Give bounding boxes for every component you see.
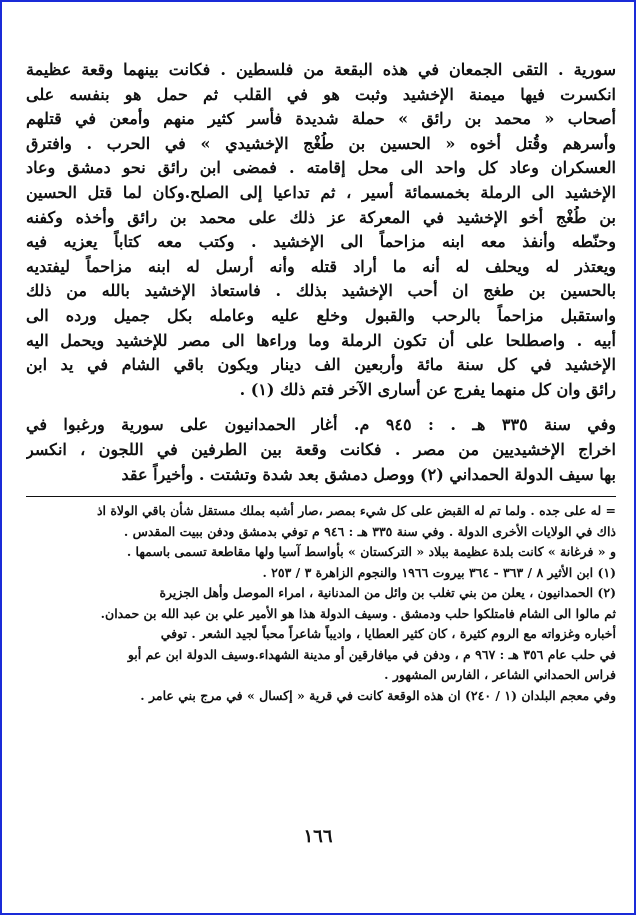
body-text-line: وفي سنة ٣٣٥ هـ . : ٩٤٥ م. أغار الحمدانيون على سورية ورغبوا في: [26, 415, 616, 435]
body-text-line: انكسرت فيها ميمنة الإخشيد وثبت هو في القلب ثم حمل هو بنفسه على: [26, 84, 616, 104]
body-text-line: الإخشيد في كل سنة مائة وأربعين الف دينار ويكون باقي الشام في يد ابن: [26, 355, 616, 375]
footnote-separator: [26, 496, 616, 497]
footnote-line: وفي معجم البلدان (١ / ٢٤٠) ان هذه الوقعة كانت في قرية « إكسال » في مرج بني عامر .: [140, 687, 616, 703]
paragraph-gap: [26, 402, 616, 413]
body-text-line: واستقبل مزاحماً بالرحب والقبول وخلع عليه وعامله بكل جميل ورده الى: [26, 305, 616, 325]
paragraph-2: [26, 413, 616, 487]
footnote-line: أخباره وغزواته مع الروم كثيرة ، كان كثير العطايا ، واديباً شاعراً محباً لجيد الشعر . توفي: [160, 626, 616, 642]
footnote-line: فراس الحمداني الشاعر ، الفارس المشهور .: [384, 667, 616, 683]
body-text-line: أبيه . واصطلحا على أن تكون الرملة وما وراءها الى مصر للإخشيد ويحمل اليه: [26, 330, 616, 350]
footnotes: [26, 501, 616, 706]
body-text-line: سورية . التقى الجمعان في هذه البقعة من فلسطين . فكانت بينهما وقعة عظيمة: [26, 60, 616, 79]
body-text-line: ويعتذر له ويحلف له أنه ما أراد قتله وأنه أرسل له ابنه مزاحماً ليفتديه: [26, 256, 616, 276]
page-number: ١٦٦: [303, 826, 333, 847]
footnote-line: ذاك في الولايات الأخرى الدولة . وفي سنة ٣٣٥ هـ : ٩٤٦ م توفي بدمشق ودفن ببيت المقدس .: [123, 523, 616, 539]
footnote-line: (٢) الحمدانيون ، يعلن من بني تغلب بن وائل من المدنانية ، امراء الموصل وأهل الجزيرة: [159, 585, 616, 601]
body-text-line: بها سيف الدولة الحمداني (٢) ووصل دمشق بعد شدة وتشتت . وأخيراً عقد: [121, 464, 616, 484]
body-text-line: وحنّطه وأنفذ معه ابنه مزاحماً الى الإخشيد . وكتب معه كتاباً يعزيه فيه: [26, 232, 616, 252]
body-text-line: العسكران وعاد كل واحد الى محل إقامته . فمضى ابن رائق نحو دمشق وعاد: [26, 158, 616, 178]
body-text-line: أصحاب « محمد بن رائق » حملة شديدة فأسر كثير منهم وأمعن في قتلهم: [26, 109, 616, 129]
body-text-line: بالحسين بن طغج ان أحب الإخشيد بذلك . فاستعاذ الإخشيد بالله من ذلك: [26, 281, 616, 301]
footnote-line: = له على جده . ولما تم له القبض على كل شيء بمصر ،صار أشبه بملك مستقل شأن باقي الولاة اذ: [96, 503, 616, 519]
body-text-line: رائق وان كل منهما يفرج عن أسارى الآخر فتم ذلك (١) .: [239, 379, 616, 399]
body-text-line: الإخشيد الى الرملة بخمسمائة أسير ، ثم تداعيا إلى الصلح.وكان لما قتل الحسين: [26, 182, 616, 202]
footnote-line: ثم مالوا الى الشام فامتلكوا حلب ودمشق . وسيف الدولة هذا هو الأمير علي بن عبد الله بن حمدان.: [100, 605, 616, 621]
body-text-line: اخراج الإخشيديين من مصر . فكانت وقعة بين الطرفين في اللجون ، انكسر: [26, 439, 616, 459]
footnote-line: في حلب عام ٣٥٦ هـ : ٩٦٧ م ، ودفن في ميافارقين أو مدينة الشهداء.وسيف الدولة ابن عم أبو: [127, 646, 616, 662]
body-text-line: بن طُغْج أخو الإخشيد في المعركة عز ذلك على محمد بن رائق وأخذه وكفنه: [26, 207, 616, 227]
footnote-line: (١) ابن الأثير ٨ / ٣٦٣ - ٣٦٤ بيروت ١٩٦٦ والنجوم الزاهرة ٣ / ٢٥٣ .: [262, 564, 616, 580]
footnote-line: و « فرغانة » كانت بلدة عظيمة ببلاد « التركستان » بأواسط آسيا ولها مقاطعة تسمى باسمها .: [126, 544, 616, 560]
body-text-line: وأسرهم وقُتل أخوه « الحسين بن طُغْج الإخشيدي » في الحرب . وافترق: [26, 133, 616, 153]
book-page: [26, 58, 616, 706]
paragraph-1: [26, 58, 616, 402]
